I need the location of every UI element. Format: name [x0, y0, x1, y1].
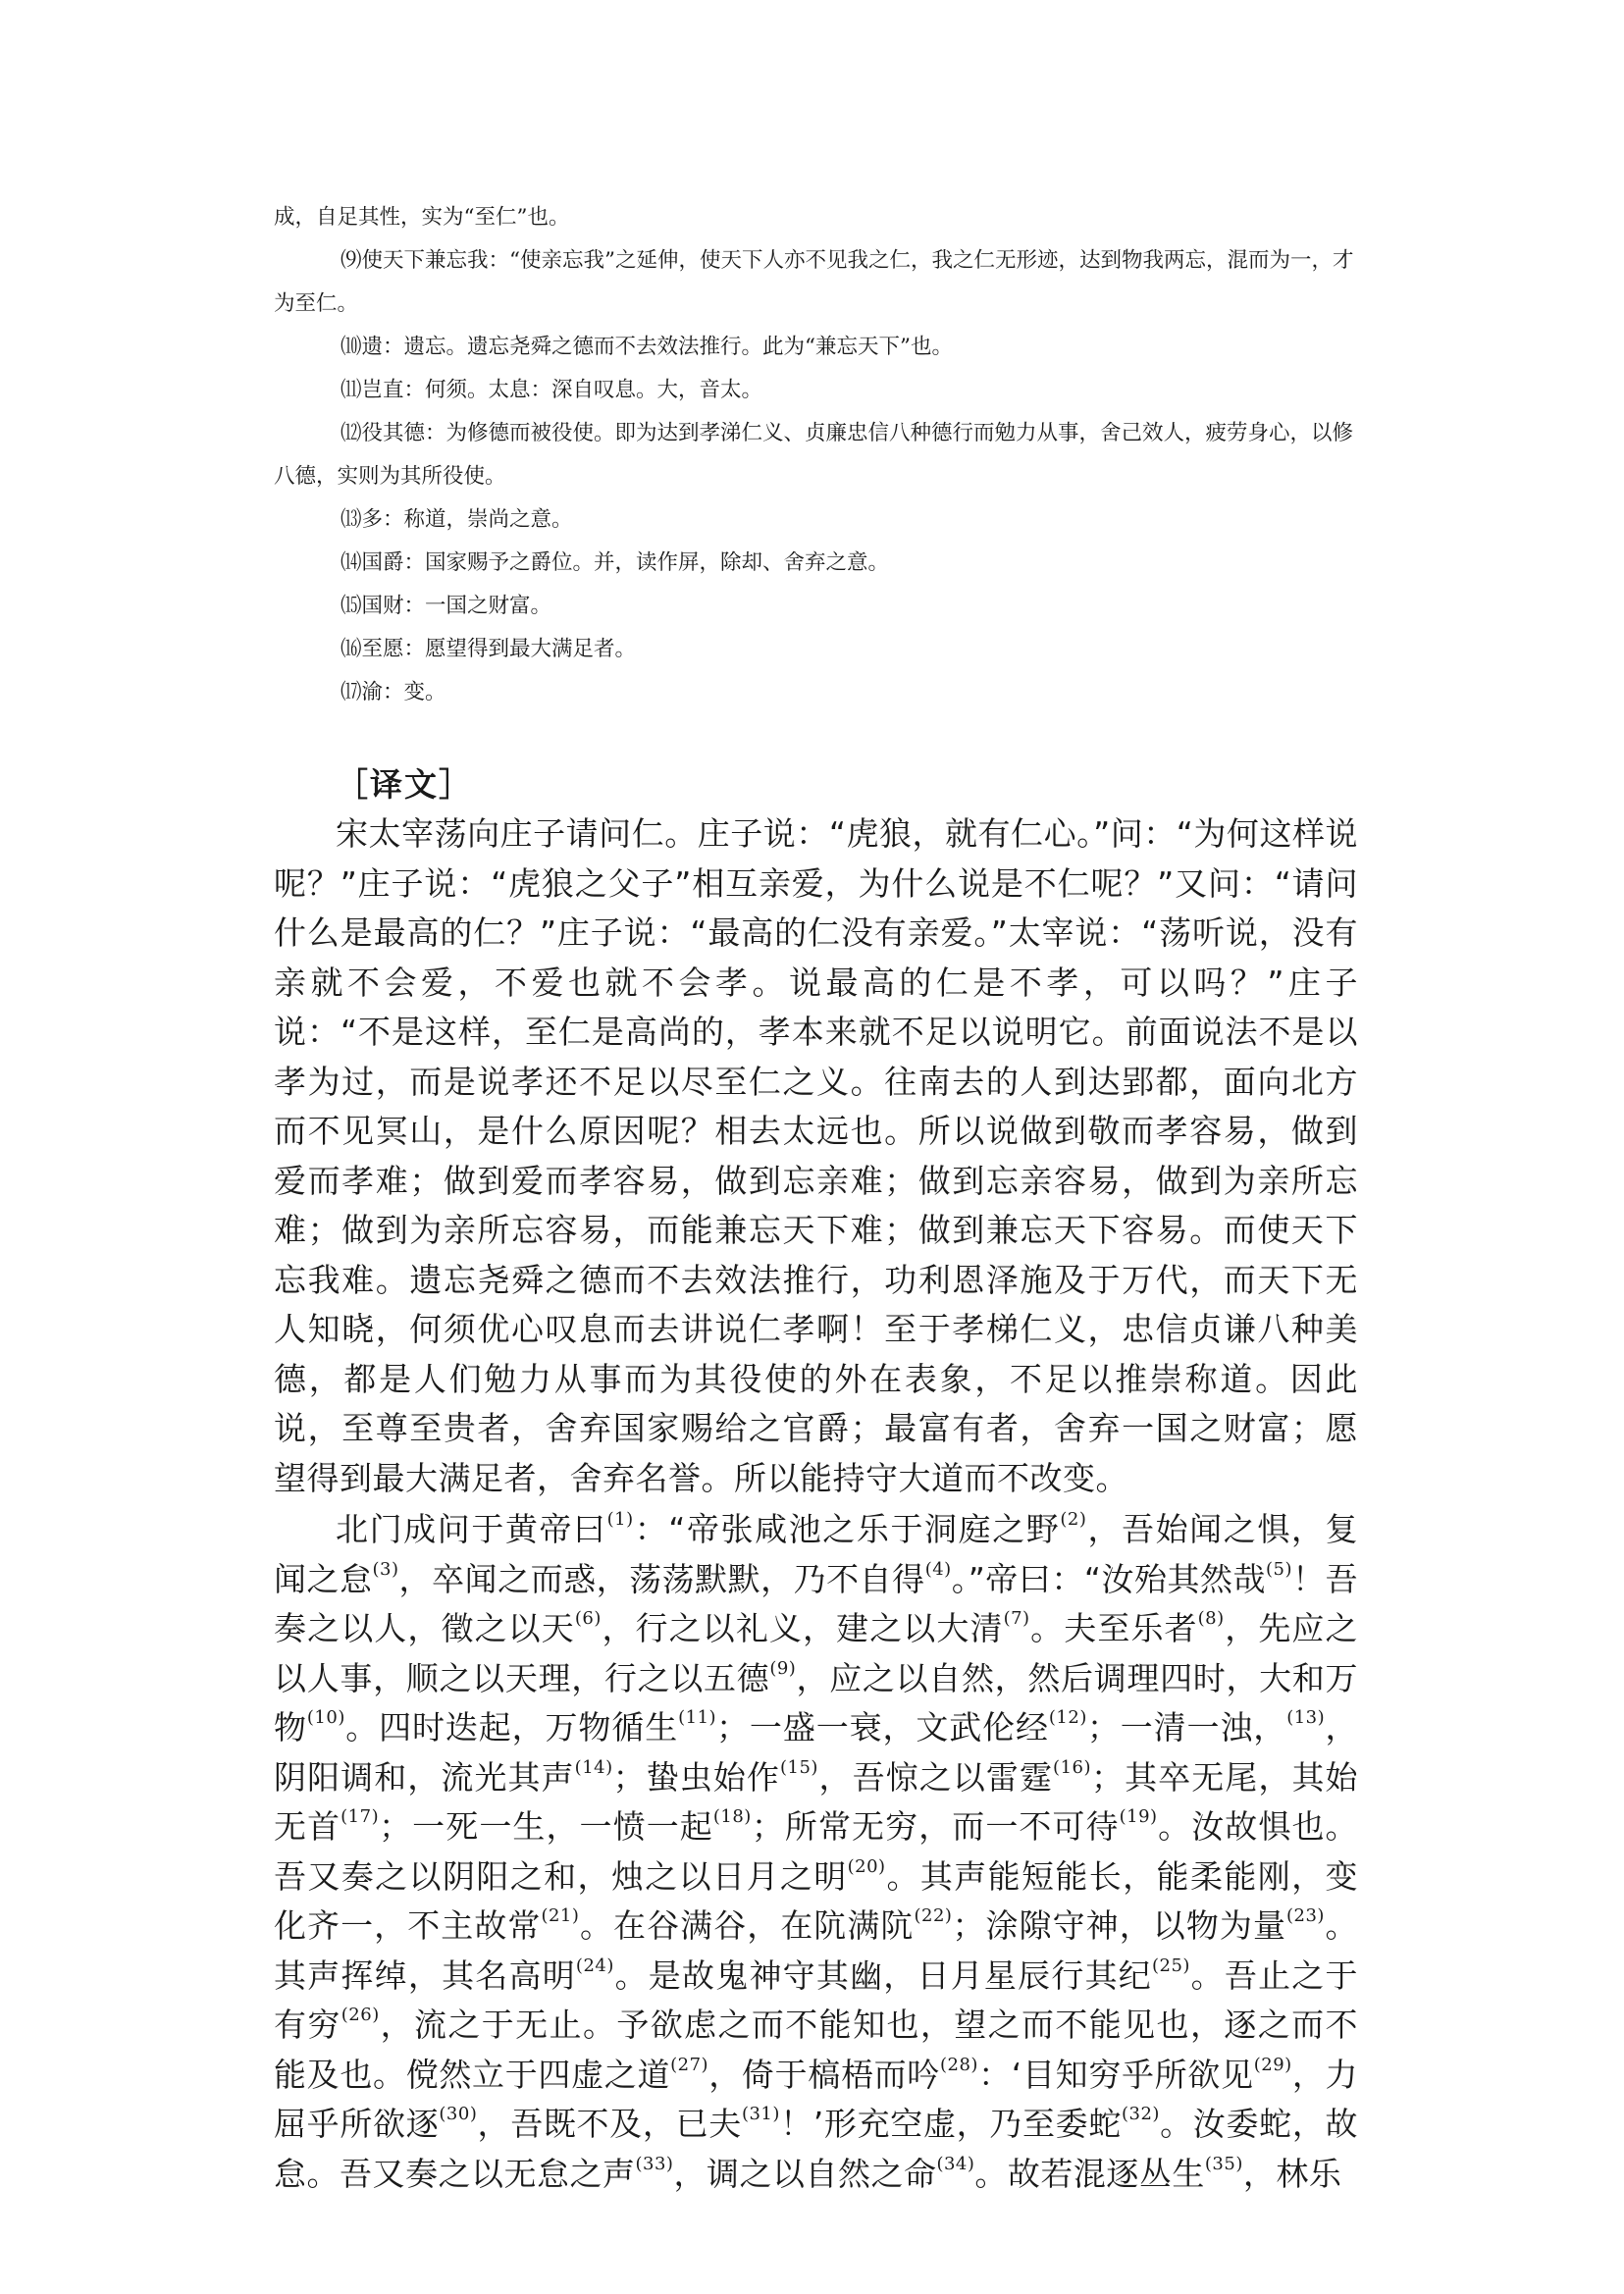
note-line: ⑿役其德：为修德而被役使。即为达到孝涕仁义、贞廉忠信八种德行而勉力从事，舍己效人，疲劳身心，以修八德，实则为其所役使。	[274, 421, 1354, 489]
text-run: 。汝故惧也。吾又奏之以阴阳之和，烛之以日月之明	[274, 1807, 1359, 1896]
note-line: ⒁国爵：国家赐予之爵位。并，读作屏，除却、舍弃之意。	[341, 550, 890, 575]
footnote-marker: (26)	[341, 2005, 380, 2025]
footnote-marker: (16)	[1053, 1756, 1091, 1778]
footnote-marker: (14)	[574, 1756, 613, 1778]
footnote-marker: (28)	[940, 2054, 978, 2075]
note-line: ⒃至愿：愿望得到最大满足者。	[341, 637, 637, 661]
text-run: ；一盛一衰，文武伦经	[716, 1708, 1049, 1747]
note-line: ⑽遗：遗忘。遗忘尧舜之德而不去效法推行。此为“兼忘天下”也。	[341, 335, 953, 359]
text-run: 。吾止之于有穷	[274, 1955, 1359, 2044]
footnote-marker: (1)	[606, 1509, 634, 1530]
footnote-marker: (25)	[1152, 1955, 1190, 1976]
footnote-marker: (24)	[575, 1955, 614, 1976]
text-run: 。其声挥绰，其名高明	[274, 1906, 1359, 1995]
footnote-marker: (19)	[1119, 1806, 1158, 1827]
text-run: ，吾既不及，已夫	[477, 2105, 742, 2143]
text-run: ，行之以礼义，建之以大清	[601, 1609, 1004, 1647]
text-run: ，先应之以人事，顺之以天理，行之以五德	[274, 1609, 1358, 1697]
text-run: ！吾奏之以人，徵之以天	[274, 1559, 1359, 1647]
text-run: ：“帝张咸池之乐于洞庭之野	[633, 1510, 1061, 1548]
note-line: ⒂国财：一国之财富。	[341, 594, 552, 618]
footnote-marker: (5)	[1266, 1558, 1292, 1580]
text-run: ，吾惊之以雷霆	[817, 1757, 1054, 1797]
text-run: ，流之于无止。予欲虑之而不能知也，望之而不能见也，逐之而不能及也。傥然立于四虚之道	[274, 2006, 1359, 2094]
footnote-marker: (34)	[936, 2153, 975, 2174]
footnote-marker: (20)	[847, 1855, 886, 1877]
text-run: ，倚于槁梧而吟	[708, 2055, 940, 2094]
text-run: 。四时迭起，万物循生	[344, 1708, 679, 1747]
section-heading: ［译文］	[336, 765, 473, 804]
footnote-marker: (30)	[439, 2104, 478, 2124]
footnote-marker: (27)	[670, 2054, 709, 2075]
document-page	[274, 196, 1358, 2199]
footnote-marker: (3)	[372, 1558, 399, 1580]
footnote-marker: (6)	[574, 1608, 602, 1629]
footnote-marker: (2)	[1060, 1509, 1087, 1530]
text-run: ；一清一浊，	[1086, 1708, 1287, 1747]
translation-paragraph: 宋太宰荡向庄子请问仁。庄子说：“虎狼，就有仁心。”问：“为何这样说呢？”庄子说：“虎狼之父子”相互亲爱，为什么说是不仁呢？”又问：“请问什么是最高的仁？”庄子说：“最高的仁没有亲爱。”太宰说：“荡听说，没有亲就不会爱，不爱也就不会孝。说最高的仁是不孝，可以吗？”庄子说：“不是这样，至仁是高尚的，孝本来就不足以说明它。前面说法不是以孝为过，而是说孝还不足以尽至仁之义。往南去的人到达郢都，面向北方而不见冥山，是什么原因呢？相去太远也。所以说做到敬而孝容易，做到爱而孝难；做到爱而孝容易，做到忘亲难；做到忘亲容易，做到为亲所忘难；做到为亲所忘容易，而能兼忘天下难；做到兼忘天下容易。而使天下忘我难。遗忘尧舜之德而不去效法推行，功利恩泽施及于万代，而天下无人知晓，何须优心叹息而去讲说仁孝啊！至于孝梯仁义，忠信贞谦八种美德，都是人们勉力从事而为其役使的外在表象，不足以推崇称道。因此说，至尊至贵者，舍弃国家赐给之官爵；最富有者，舍弃一国之财富；愿望得到最大满足者，舍弃名誉。所以能持守大道而不改变。	[274, 814, 1358, 1497]
source-text-paragraph	[274, 1505, 1358, 2199]
text-run: 北门成问于黄帝曰	[336, 1510, 607, 1548]
text-run: 。”帝曰：“汝殆其然哉	[951, 1559, 1266, 1598]
footnote-marker: (9)	[769, 1657, 797, 1679]
footnote-marker: (35)	[1204, 2153, 1243, 2174]
text-run: 。其声能短能长，能柔能刚，变化齐一，不主故常	[274, 1856, 1359, 1945]
footnote-marker: (33)	[635, 2153, 674, 2174]
text-run: ；所常无穷，而一不可待	[751, 1807, 1120, 1846]
footnote-marker: (22)	[914, 1905, 953, 1926]
text-run: ，调之以自然之命	[673, 2154, 937, 2193]
annotation-notes	[274, 196, 1358, 714]
footnote-marker: (13)	[1286, 1707, 1326, 1728]
footnote-marker: (8)	[1197, 1608, 1225, 1629]
footnote-marker: (29)	[1253, 2054, 1292, 2075]
footnote-marker: (18)	[712, 1806, 752, 1827]
text-run: 。在谷满谷，在阬满阬	[579, 1906, 915, 1945]
text-run: 。故若混逐丛生	[974, 2154, 1205, 2193]
footnote-marker: (12)	[1048, 1707, 1087, 1728]
footnote-marker: (11)	[678, 1707, 717, 1728]
text-run: ；涂隙守神，以物为量	[952, 1906, 1286, 1945]
text-run: ；一死一生，一愤一起	[379, 1807, 713, 1846]
footnote-marker: (23)	[1286, 1905, 1325, 1926]
text-run: 。夫至乐者	[1029, 1609, 1198, 1647]
text-run: ，林乐	[1242, 2154, 1342, 2193]
text-run: ，应之以自然，然后调理四时，大和万物	[274, 1658, 1358, 1747]
note-line: ⒀多：称道，崇尚之意。	[341, 507, 573, 532]
footnote-marker: (7)	[1003, 1608, 1030, 1629]
text-run: ，力屈乎所欲逐	[274, 2055, 1359, 2143]
text-run: 。是故鬼神守其幽，日月星辰行其纪	[613, 1955, 1152, 1995]
text-run: 。汝委蛇，故怠。吾又奏之以无怠之声	[274, 2105, 1359, 2193]
footnote-marker: (15)	[780, 1756, 818, 1778]
footnote-marker: (4)	[924, 1558, 952, 1580]
text-run: ；其卒无尾，其始无首	[274, 1757, 1359, 1846]
text-run: ，卒闻之而惑，荡荡默默，乃不自得	[398, 1559, 925, 1598]
footnote-marker: (21)	[541, 1905, 580, 1926]
note-line: ⑼使天下兼忘我：“使亲忘我”之延伸，使天下人亦不见我之仁，我之仁无形迹，达到物我两忘，混而为一，才为至仁。	[274, 248, 1354, 316]
text-run: ：‘目知穷乎所欲见	[977, 2055, 1254, 2094]
note-line: 成，自足其性，实为“至仁”也。	[274, 205, 570, 230]
text-run: ，阴阳调和，流光其声	[274, 1708, 1359, 1797]
note-line: ⒄渝：变。	[341, 680, 446, 704]
text-run: ，吾始闻之惧，复闻之怠	[274, 1510, 1358, 1598]
footnote-marker: (32)	[1122, 2104, 1160, 2124]
text-run: ！’形充空虚，乃至委蛇	[779, 2105, 1122, 2143]
footnote-marker: (31)	[741, 2104, 780, 2124]
note-line: ⑾岂直：何须。太息：深自叹息。大，音太。	[341, 378, 763, 402]
footnote-marker: (17)	[341, 1806, 380, 1827]
footnote-marker: (10)	[306, 1707, 345, 1728]
text-run: ；蛰虫始作	[612, 1757, 780, 1797]
